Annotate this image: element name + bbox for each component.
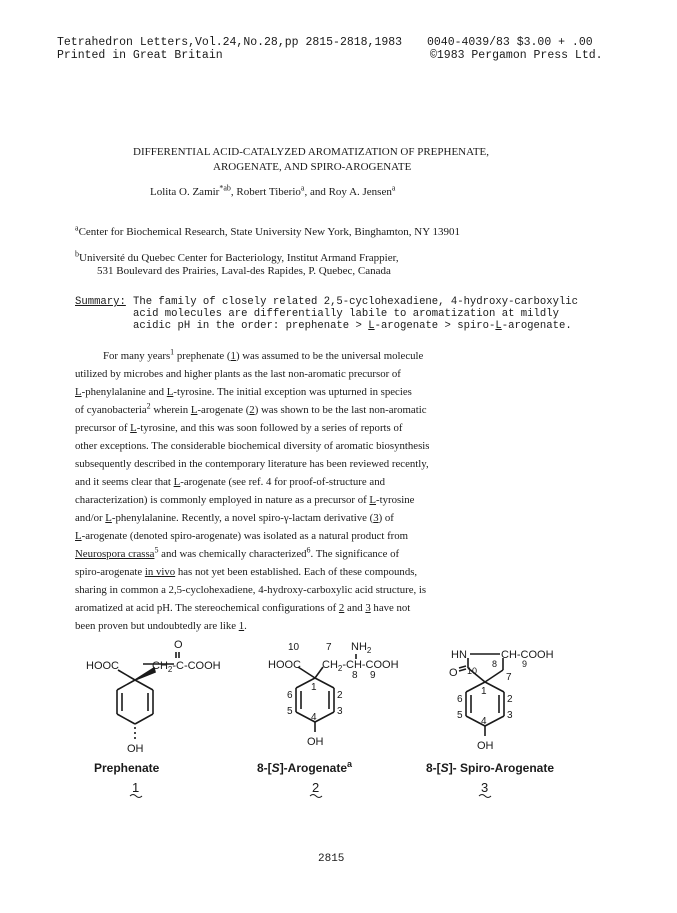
arogenate-n8: 8: [352, 670, 358, 681]
summary-line-2: acid molecules are differentially labile to aromatization at mildly: [133, 308, 559, 320]
spiro-hn: HN: [451, 649, 467, 661]
prephenate-ring: [117, 652, 179, 724]
prephenate-number: 1: [132, 780, 140, 795]
arogenate-n9: 9: [370, 670, 376, 681]
body-line-9: characterization) is commonly employed in nature as a precursor of L-tyrosine: [75, 494, 415, 506]
prephenate-hooc: HOOC: [86, 660, 119, 672]
body-line-12: Neurospora crassa$^5$ and was chemically characterized$^6$. The significance of: [75, 545, 400, 560]
body-line-8: and it seems clear that L-arogenate (see ref. 4 for proof-of-structure and: [75, 476, 385, 488]
prephenate-o: O: [174, 639, 183, 651]
spiro-arogenate-number: 3: [481, 780, 489, 795]
body-line-7: subsequently described in the contemporary literature has been reviewed recently,: [75, 458, 429, 470]
body-line-11: L-arogenate (denoted spiro-arogenate) was isolated as a natural product from: [75, 530, 409, 542]
prephenate-oh: OH: [127, 743, 144, 755]
prephenate-ch2: $CH_2-C$-COOH: [152, 660, 221, 674]
printed-location: Printed in Great Britain: [57, 49, 223, 62]
prephenate-label: Prephenate: [94, 761, 160, 775]
arogenate-label: 8-[S]-Arogenate$^a$: [257, 759, 353, 775]
spiro-r4: 4: [481, 716, 487, 727]
arogenate-n10: 10: [288, 642, 300, 653]
spiro-n8: 8: [492, 659, 498, 669]
body-line-1: For many years$^1$ prephenate (1) was assumed to be the universal molecule: [103, 347, 424, 362]
body-line-13: spiro-arogenate in vivo has not yet been established. Each of these compounds,: [75, 566, 418, 578]
spiro-r2: 2: [507, 694, 513, 705]
spiro-o: O: [449, 667, 458, 679]
body-line-2: utilized by microbes and higher plants as the last non-aromatic precursor of: [75, 368, 401, 380]
affiliation-b-line-1: $^b$Université du Quebec Center for Bacteriology, Institut Armand Frappier,: [75, 249, 399, 264]
arogenate-r1: 1: [311, 682, 317, 693]
body-line-4: of cyanobacteria$^2$ wherein L-arogenate (2) was shown to be the last non-aromatic: [75, 401, 427, 416]
affiliation-b-line-2: 531 Boulevard des Prairies, Laval-des Rapides, P. Quebec, Canada: [97, 265, 391, 277]
body-line-16: been proven but undoubtedly are like 1.: [75, 620, 247, 632]
spiro-r1: 1: [481, 686, 487, 697]
spiro-n10: 10: [467, 666, 478, 676]
spiro-n9: 9: [522, 659, 528, 669]
author-list: Lolita O. Zamir$^{*ab}$, Robert Tiberio$^a$, and Roy A. Jensen$^a$: [150, 183, 396, 198]
arogenate-r5: 5: [287, 706, 293, 717]
body-line-10: and/or L-phenylalanine. Recently, a novel spiro-γ-lactam derivative (3) of: [75, 512, 394, 524]
spiro-n7: 7: [506, 672, 512, 683]
arogenate-oh: OH: [307, 736, 324, 748]
spiro-ch-cooh: CH-COOH: [501, 649, 554, 661]
spiro-oh: OH: [477, 740, 494, 752]
arogenate-r2: 2: [337, 690, 343, 701]
spiro-r3: 3: [507, 710, 513, 721]
arogenate-n7: 7: [326, 642, 332, 653]
body-line-5: precursor of L-tyrosine, and this was soon followed by a series of reports of: [75, 422, 403, 434]
spiro-arogenate-label: 8-[S]- Spiro-Arogenate: [426, 761, 555, 775]
summary-line-1: The family of closely related 2,5-cyclohexadiene, 4-hydroxy-carboxylic: [133, 296, 579, 308]
issn-price: 0040-4039/83 $3.00 + .00: [427, 36, 593, 49]
body-line-6: other exceptions. The considerable biochemical diversity of aromatic biosynthesis: [75, 440, 430, 452]
journal-citation: Tetrahedron Letters,Vol.24,No.28,pp 2815-2818,1983: [57, 36, 403, 49]
affiliation-a: $^a$Center for Biochemical Research, State University New York, Binghamton, NY 13901: [75, 223, 461, 238]
summary-label: Summary:: [75, 296, 126, 308]
arogenate-r3: 3: [337, 706, 343, 717]
page-number: 2815: [318, 853, 345, 865]
body-line-15: aromatized at acid pH. The stereochemical configurations of 2 and 3 have not: [75, 602, 411, 614]
spiro-r5: 5: [457, 710, 463, 721]
arogenate-number: 2: [312, 780, 320, 795]
arogenate-r6: 6: [287, 690, 293, 701]
paper-title-line-1: DIFFERENTIAL ACID-CATALYZED AROMATIZATION OF PREPHENATE,: [133, 146, 490, 158]
copyright-notice: ©1983 Pergamon Press Ltd.: [430, 49, 603, 62]
spiro-r6: 6: [457, 694, 463, 705]
body-line-14: sharing in common a 2,5-cyclohexadiene, 4-hydroxy-carboxylic acid structure, is: [75, 584, 427, 596]
body-line-3: L-phenylalanine and L-tyrosine. The initial exception was upturned in species: [75, 386, 412, 398]
arogenate-nh2: $NH_2$: [351, 641, 372, 655]
paper-title-line-2: AROGENATE, AND SPIRO-AROGENATE: [213, 161, 412, 173]
arogenate-r4: 4: [311, 712, 317, 723]
arogenate-chain: $CH_2-CH$-COOH: [322, 659, 399, 673]
summary-line-3: acidic pH in the order: prephenate > L-arogenate > spiro-L-arogenate.: [133, 320, 572, 332]
chemical-structures-figure: [0, 630, 677, 810]
arogenate-hooc: HOOC: [268, 659, 301, 671]
